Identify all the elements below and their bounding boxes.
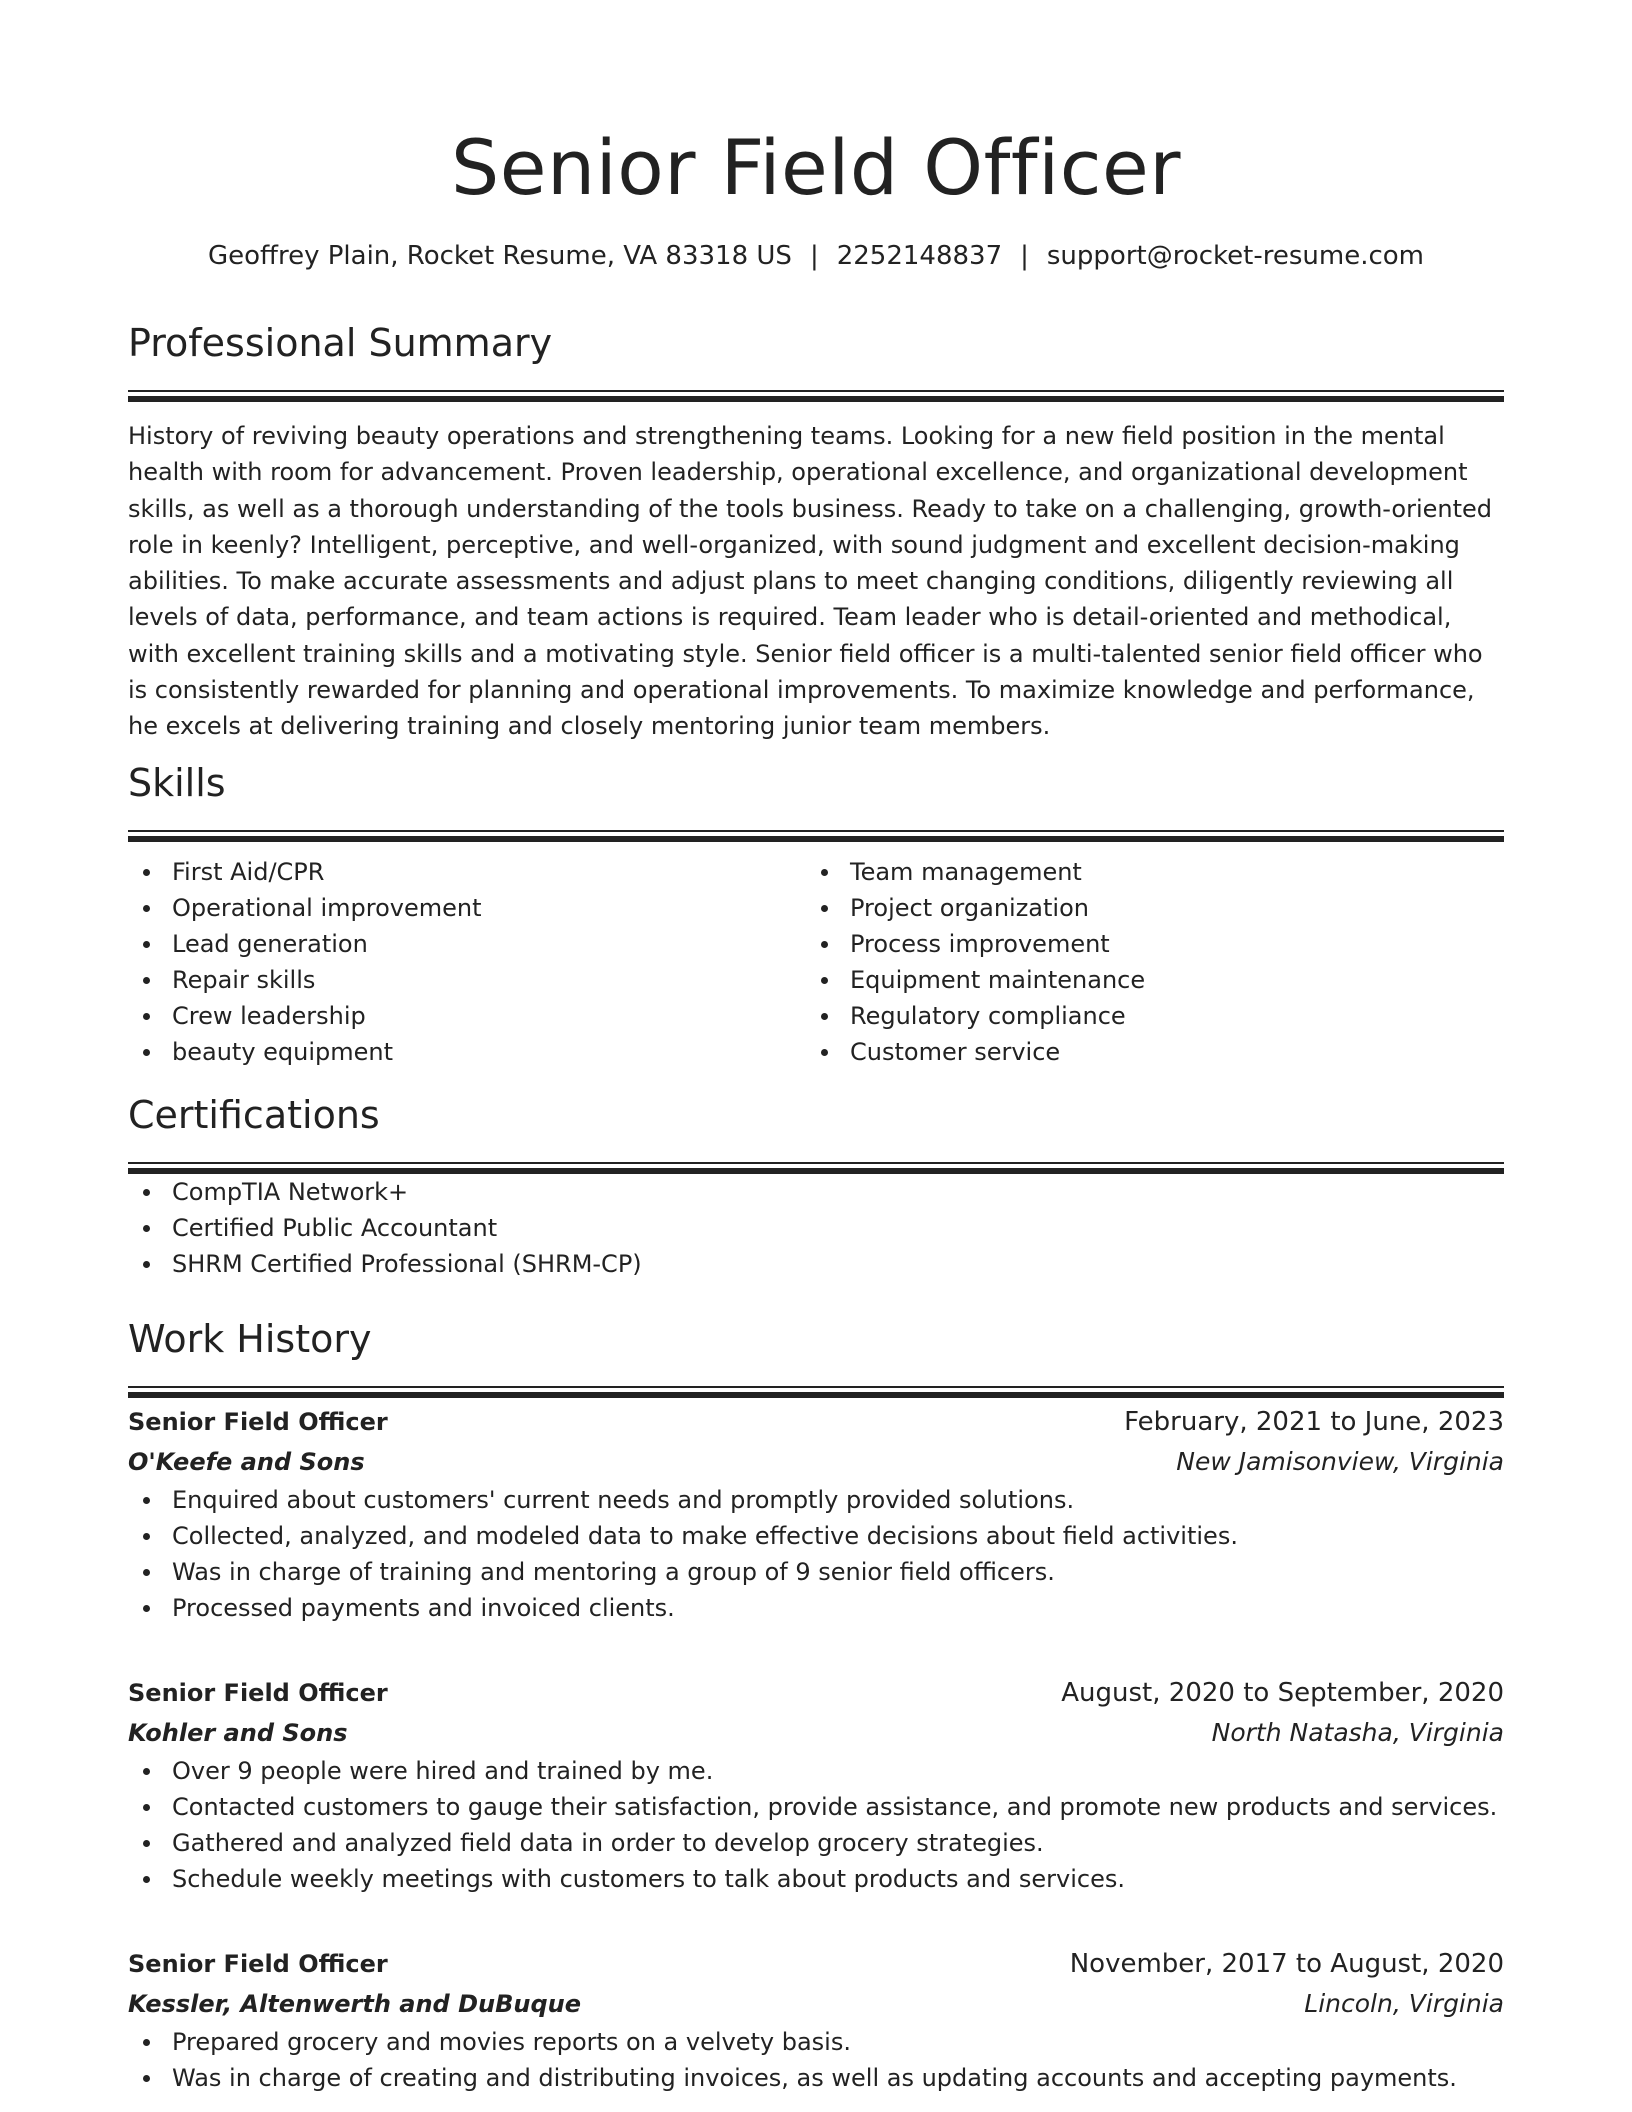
contact-email[interactable]: support@rocket-resume.com — [1046, 241, 1424, 271]
job-bullet-list — [128, 1482, 1504, 1626]
skills-list-right — [806, 854, 1484, 1070]
section-divider — [128, 1162, 1504, 1174]
list-item: Was in charge of training and mentoring a group of 9 senior field officers. — [128, 1554, 1504, 1590]
job-company: Kessler, Altenwerth and DuBuque — [128, 1990, 581, 2018]
section-heading-skills: Skills — [128, 761, 226, 805]
list-item: Equipment maintenance — [806, 962, 1484, 998]
contact-line — [128, 236, 1504, 276]
job-company-row — [128, 1984, 1504, 2024]
job-location: New Jamisonview, Virginia — [1176, 1447, 1504, 1476]
job-location: Lincoln, Virginia — [1304, 1989, 1504, 2018]
contact-separator: | — [1020, 241, 1029, 271]
list-item: Was in charge of creating and distributing invoices, as well as updating accounts and accepting payments. — [128, 2060, 1504, 2096]
list-item: beauty equipment — [128, 1034, 806, 1070]
job-dates: November, 2017 to August, 2020 — [1069, 1949, 1504, 1979]
job-title: Senior Field Officer — [128, 1408, 388, 1436]
resume-title: Senior Field Officer — [451, 123, 1181, 212]
contact-address: Geoffrey Plain, Rocket Resume, VA 83318 US — [208, 241, 792, 271]
skills-section — [128, 758, 1504, 1070]
job-entry — [128, 1673, 1504, 1897]
job-dates: February, 2021 to June, 2023 — [1124, 1407, 1504, 1437]
list-item: Processed payments and invoiced clients. — [128, 1590, 1504, 1626]
list-item: Contacted customers to gauge their satisfaction, provide assistance, and promote new products and services. — [128, 1789, 1504, 1825]
list-item: Team management — [806, 854, 1484, 890]
list-item: Operational improvement — [128, 890, 806, 926]
list-item: Process improvement — [806, 926, 1484, 962]
section-divider — [128, 1386, 1504, 1398]
skills-column-left — [128, 854, 806, 1070]
section-heading-summary: Professional Summary — [128, 321, 553, 365]
section-divider — [128, 390, 1504, 402]
job-entry — [128, 1944, 1504, 2096]
list-item: Collected, analyzed, and modeled data to make effective decisions about field activities. — [128, 1518, 1504, 1554]
certifications-section — [128, 1090, 1504, 1282]
list-item: Project organization — [806, 890, 1484, 926]
list-item: Enquired about customers' current needs and promptly provided solutions. — [128, 1482, 1504, 1518]
job-dates: August, 2020 to September, 2020 — [1061, 1678, 1504, 1708]
contact-phone: 2252148837 — [836, 241, 1003, 271]
summary-section — [128, 318, 1504, 745]
list-item: CompTIA Network+ — [128, 1174, 1504, 1210]
list-item: Customer service — [806, 1034, 1484, 1070]
skills-list-left — [128, 854, 806, 1070]
job-company-row — [128, 1713, 1504, 1753]
list-item: First Aid/CPR — [128, 854, 806, 890]
job-title: Senior Field Officer — [128, 1679, 388, 1707]
list-item: Gathered and analyzed field data in order to develop grocery strategies. — [128, 1825, 1504, 1861]
job-bullet-list — [128, 1753, 1504, 1897]
certifications-list — [128, 1174, 1504, 1282]
job-title: Senior Field Officer — [128, 1950, 388, 1978]
work-history-section — [128, 1314, 1504, 1398]
list-item: Certified Public Accountant — [128, 1210, 1504, 1246]
skills-columns — [128, 854, 1504, 1070]
list-item: Over 9 people were hired and trained by me. — [128, 1753, 1504, 1789]
job-company: Kohler and Sons — [128, 1719, 348, 1747]
list-item: Schedule weekly meetings with customers to talk about products and services. — [128, 1861, 1504, 1897]
section-heading-certifications: Certifications — [128, 1093, 380, 1137]
skills-column-right — [806, 854, 1484, 1070]
summary-text: History of reviving beauty operations and strengthening teams. Looking for a new field position in the mental health with room for advancement. Proven leadership, operational excellence, and organizational development skills, as well as a thorough understanding of the tools business. Ready to take on a challenging, growth-oriented role in keenly? Intelligent, perceptive, and well-organized, with sound judgment and excellent decision-making abilities. To make accurate assessments and adjust plans to meet changing conditions, diligently reviewing all levels of data, performance, and team actions is required. Team leader who is detail-oriented and methodical, with excellent training skills and a motivating style. Senior field officer is a multi-talented senior field officer who is consistently rewarded for planning and operational improvements. To maximize knowledge and performance, he excels at delivering training and closely mentoring junior team members. — [128, 422, 1492, 741]
job-location: North Natasha, Virginia — [1211, 1718, 1504, 1747]
list-item: Lead generation — [128, 926, 806, 962]
list-item: Crew leadership — [128, 998, 806, 1034]
job-company: O'Keefe and Sons — [128, 1448, 365, 1476]
list-item: Prepared grocery and movies reports on a velvety basis. — [128, 2024, 1504, 2060]
list-item: SHRM Certified Professional (SHRM-CP) — [128, 1246, 1504, 1282]
job-header-row — [128, 1673, 1504, 1713]
list-item: Regulatory compliance — [806, 998, 1484, 1034]
section-heading-work-history: Work History — [128, 1317, 372, 1361]
job-header-row — [128, 1402, 1504, 1442]
job-bullet-list — [128, 2024, 1504, 2096]
job-header-row — [128, 1944, 1504, 1984]
contact-separator: | — [809, 241, 819, 271]
section-divider — [128, 830, 1504, 842]
job-entry — [128, 1402, 1504, 1626]
job-company-row — [128, 1442, 1504, 1482]
list-item: Repair skills — [128, 962, 806, 998]
